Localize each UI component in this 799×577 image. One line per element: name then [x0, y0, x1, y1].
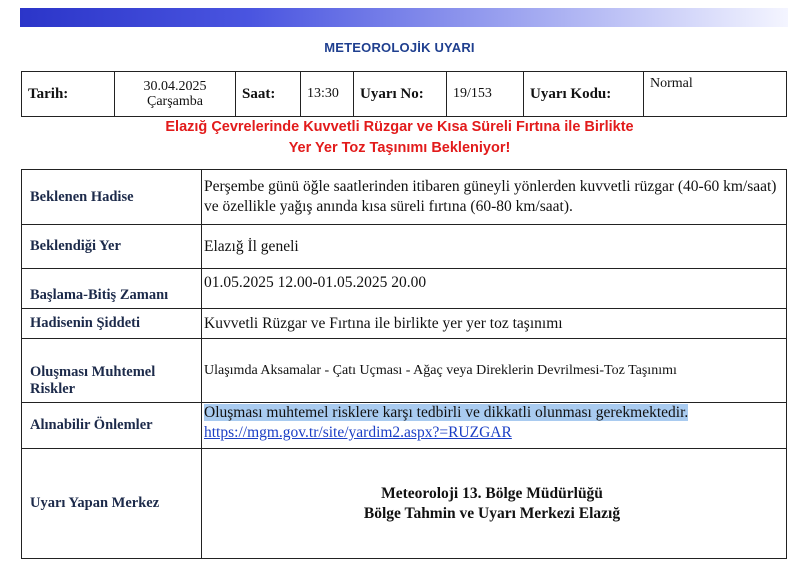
time-range-label: Başlama-Bitiş Zamanı: [22, 269, 202, 309]
table-row: [22, 309, 787, 339]
issuer-label: Uyarı Yapan Merkez: [22, 449, 202, 559]
table-row: [22, 403, 787, 449]
warning-no-label: Uyarı No:: [354, 72, 447, 117]
warning-details-table: [21, 169, 787, 559]
table-row: [22, 225, 787, 269]
table-row: [22, 269, 787, 309]
issuer-line-1: Meteoroloji 13. Bölge Müdürlüğü: [381, 484, 603, 502]
header-banner: [20, 8, 788, 27]
table-row: [22, 449, 787, 559]
warning-headline: [0, 117, 799, 159]
day-value: Çarşamba: [147, 94, 203, 109]
headline-line-1: Elazığ Çevrelerinde Kuvvetli Rüzgar ve Kısa Süreli Fırtına ile Birlikte: [165, 119, 634, 135]
expected-event-label: Beklenen Hadise: [22, 170, 202, 225]
table-row: [22, 339, 787, 403]
precautions-cell: [202, 403, 787, 449]
severity-label: Hadisenin Şiddeti: [22, 309, 202, 339]
location-value: Elazığ İl geneli: [202, 225, 787, 269]
time-value: 13:30: [301, 72, 354, 117]
warning-code-label: Uyarı Kodu:: [524, 72, 644, 117]
expected-event-value: Perşembe günü öğle saatlerinden itibaren güneyli yönlerden kuvvetli rüzgar (40-60 km/saat) ve özellikle yağış anında kısa süreli fırtına (60-80 km/saat).: [202, 170, 787, 225]
time-label: Saat:: [236, 72, 301, 117]
date-label: Tarih:: [22, 72, 115, 117]
date-cell: [115, 72, 236, 117]
date-value: 30.04.2025: [143, 79, 207, 94]
document-title: METEOROLOJİK UYARI: [324, 40, 475, 55]
risks-value: Ulaşımda Aksamalar - Çatı Uçması - Ağaç veya Direklerin Devrilmesi-Toz Taşınımı: [202, 339, 787, 403]
issuer-cell: [202, 449, 787, 559]
meta-table: [21, 71, 787, 117]
issuer-line-2: Bölge Tahmin ve Uyarı Merkezi Elazığ: [363, 504, 621, 522]
precautions-value: Oluşması muhtemel risklere karşı tedbirli ve dikkatli olunması gerekmektedir.: [204, 404, 689, 421]
time-range-value: 01.05.2025 12.00-01.05.2025 20.00: [202, 269, 787, 309]
table-row: [22, 170, 787, 225]
precautions-link[interactable]: https://mgm.gov.tr/site/yardim2.aspx?=RUZGAR: [204, 424, 512, 441]
warning-code-value: Normal: [644, 72, 787, 117]
severity-value: Kuvvetli Rüzgar ve Fırtına ile birlikte yer yer toz taşınımı: [202, 309, 787, 339]
precautions-label: Alınabilir Önlemler: [22, 403, 202, 449]
warning-no-value: 19/153: [447, 72, 524, 117]
headline-line-2: Yer Yer Toz Taşınımı Bekleniyor!: [288, 140, 511, 156]
location-label: Beklendiği Yer: [22, 225, 202, 269]
risks-label: Oluşması Muhtemel Riskler: [22, 339, 202, 403]
